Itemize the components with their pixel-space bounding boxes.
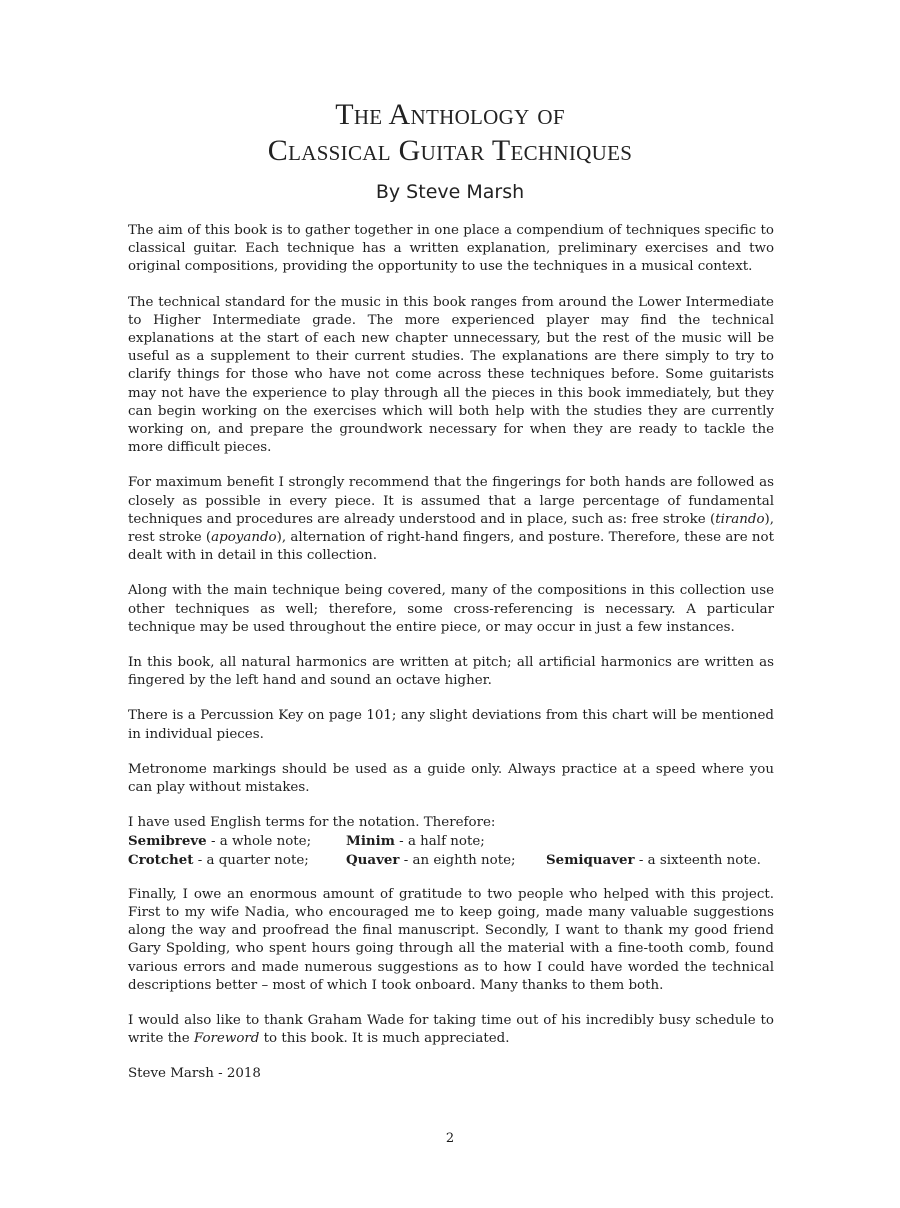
paragraph-cross-referencing: Along with the main technique being covered, many of the compositions in this collection use other techniques as well; therefore, some cross-referencing is necessary. A particular technique may be used throughout the entire piece, or may occur in just a few instances. (128, 583, 774, 635)
note-values-row-1 (128, 832, 774, 850)
signature: Steve Marsh - 2018 (128, 1066, 261, 1082)
paragraph-intro: The aim of this book is to gather together in one place a compendium of techniques specific to classical guitar. Each technique has a written explanation, preliminary exercises and two original compositions, providing the opportunity to use the techniques in a musical context. (128, 223, 774, 275)
body-text (128, 222, 774, 1101)
term-tirando: tirando (715, 511, 765, 527)
paragraph-fingerings (128, 474, 774, 565)
title-line-2: Classical Guitar Techniques (267, 134, 633, 167)
note-crotchet: Crotchet - a quarter note; (128, 851, 309, 868)
paragraph-percussion-key: There is a Percussion Key on page 101; any slight deviations from this chart will be mentioned in individual pieces. (128, 708, 774, 742)
title-line-1: The Anthology of (335, 98, 565, 131)
note-quaver: Quaver - an eighth note; (346, 851, 516, 868)
page-number: 2 (445, 1131, 455, 1146)
byline: By Steve Marsh (375, 181, 525, 203)
paragraph-metronome: Metronome markings should be used as a guide only. Always practice at a speed where you can play without mistakes. (128, 761, 774, 796)
paragraph-english-terms: I have used English terms for the notation. Therefore: (128, 815, 496, 831)
term-apoyando: apoyando (211, 530, 277, 546)
p3-text-a: For maximum benefit I strongly recommend that the fingerings for both hands are followed as closely as possible in every piece. It is assumed that a large percentage of fundamental techniques and procedures are already understood and in place, such as: free stroke ( (128, 475, 774, 527)
p3-text-c: ), alternation of right-hand fingers, and posture. Therefore, these are not dealt with in detail in this collection. (128, 530, 774, 564)
note-values-row-2 (128, 851, 774, 869)
paragraph-foreword-thanks: I would also like to thank Graham Wade for taking time out of his incredibly busy schedule to write the Foreword to this book. It is much appreciated. (128, 1013, 774, 1047)
p3-text-b: ), rest stroke ( (128, 511, 774, 546)
term-foreword: Foreword (193, 1031, 260, 1047)
paragraph-technical-standard: The technical standard for the music in this book ranges from around the Lower Intermediate to Higher Intermediate grade. The more experienced player may find the technical explanations at the start of each new chapter unnecessary, but the rest of the music will be useful as a supplement to their current studies. The explanations are there simply to try to clarify things for those who have not come across these techniques before. Some guitarists may not have the experience to play through all the pieces in this book immediately, but they can begin working on the exercises which will both help with the studies they are currently working on, and prepare the groundwork necessary for when they are ready to tackle the more difficult pieces. (128, 294, 774, 456)
note-minim: Minim - a half note; (346, 833, 485, 850)
note-semibreve: Semibreve - a whole note; (128, 833, 312, 850)
paragraph-harmonics: In this book, all natural harmonics are written at pitch; all artificial harmonics are written as fingered by the left hand and sound an octave higher. (128, 655, 774, 689)
note-semiquaver: Semiquaver - a sixteenth note. (546, 851, 761, 868)
paragraph-acknowledgements: Finally, I owe an enormous amount of gratitude to two people who helped with this project. First to my wife Nadia, who encouraged me to keep going, made many valuable suggestions along the way and proofread the final manuscript. Secondly, I want to thank my good friend Gary Spolding, who spent hours going through all the material with a fine-tooth comb, found various errors and made numerous suggestions as to how I could have worded the technical descriptions better – most of which I took onboard. Many thanks to them both. (128, 886, 774, 993)
note-values-list (128, 832, 774, 868)
